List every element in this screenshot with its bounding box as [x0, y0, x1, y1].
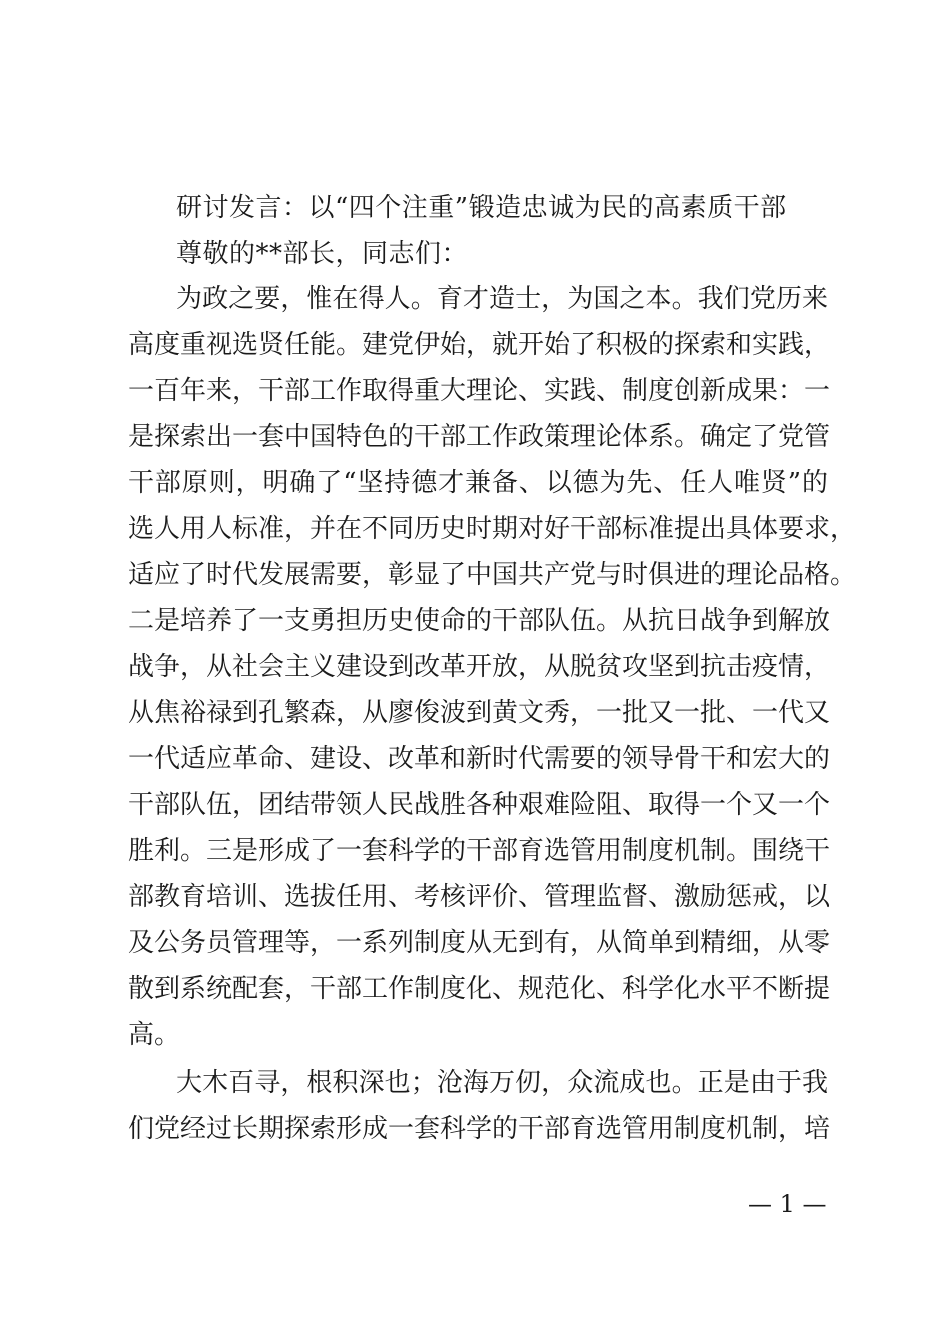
paragraph1-line: 干部队伍，团结带领人民战胜各种艰难险阻、取得一个又一个 — [128, 790, 831, 820]
paragraph1-line: 高度重视选贤任能。建党伊始，就开始了积极的探索和实践， — [128, 330, 831, 360]
paragraph1-line: 为政之要，惟在得人。育才造士，为国之本。我们党历来 — [176, 284, 828, 314]
paragraph1-line: 部教育培训、选拔任用、考核评价、管理监督、激励惩戒，以 — [128, 882, 831, 912]
paragraph1-line: 干部原则，明确了“坚持德才兼备、以德为先、任人唯贤”的 — [128, 468, 828, 498]
paragraph1-line: 胜利。三是形成了一套科学的干部育选管用制度机制。围绕干 — [128, 836, 831, 866]
paragraph1-line: 高。 — [128, 1020, 181, 1050]
paragraph1-line: 从焦裕禄到孔繁森，从廖俊波到黄文秀，一批又一批、一代又 — [128, 698, 831, 728]
page-number: — 1 — — [748, 1190, 827, 1218]
paragraph1-line: 二是培养了一支勇担历史使命的干部队伍。从抗日战争到解放 — [128, 606, 831, 636]
paragraph1-line: 适应了时代发展需要，彰显了中国共产党与时俱进的理论品格。 — [128, 560, 857, 590]
paragraph1-line: 选人用人标准，并在不同历史时期对好干部标准提出具体要求， — [128, 514, 857, 544]
salutation: 尊敬的**部长，同志们： — [176, 239, 469, 269]
paragraph1-line: 一百年来，干部工作取得重大理论、实践、制度创新成果：一 — [128, 376, 831, 406]
paragraph1-line: 散到系统配套，干部工作制度化、规范化、科学化水平不断提 — [128, 974, 831, 1004]
document-title: 研讨发言：以“四个注重”锻造忠诚为民的高素质干部 — [176, 193, 787, 223]
paragraph2-line: 们党经过长期探索形成一套科学的干部育选管用制度机制，培 — [128, 1114, 831, 1144]
paragraph1-line: 是探索出一套中国特色的干部工作政策理论体系。确定了党管 — [128, 422, 831, 452]
paragraph2-line: 大木百寻，根积深也；沧海万仞，众流成也。正是由于我 — [176, 1068, 828, 1098]
paragraph1-line: 战争，从社会主义建设到改革开放，从脱贫攻坚到抗击疫情， — [128, 652, 831, 682]
paragraph1-line: 及公务员管理等，一系列制度从无到有，从简单到精细，从零 — [128, 928, 831, 958]
paragraph1-line: 一代适应革命、建设、改革和新时代需要的领导骨干和宏大的 — [128, 744, 831, 774]
